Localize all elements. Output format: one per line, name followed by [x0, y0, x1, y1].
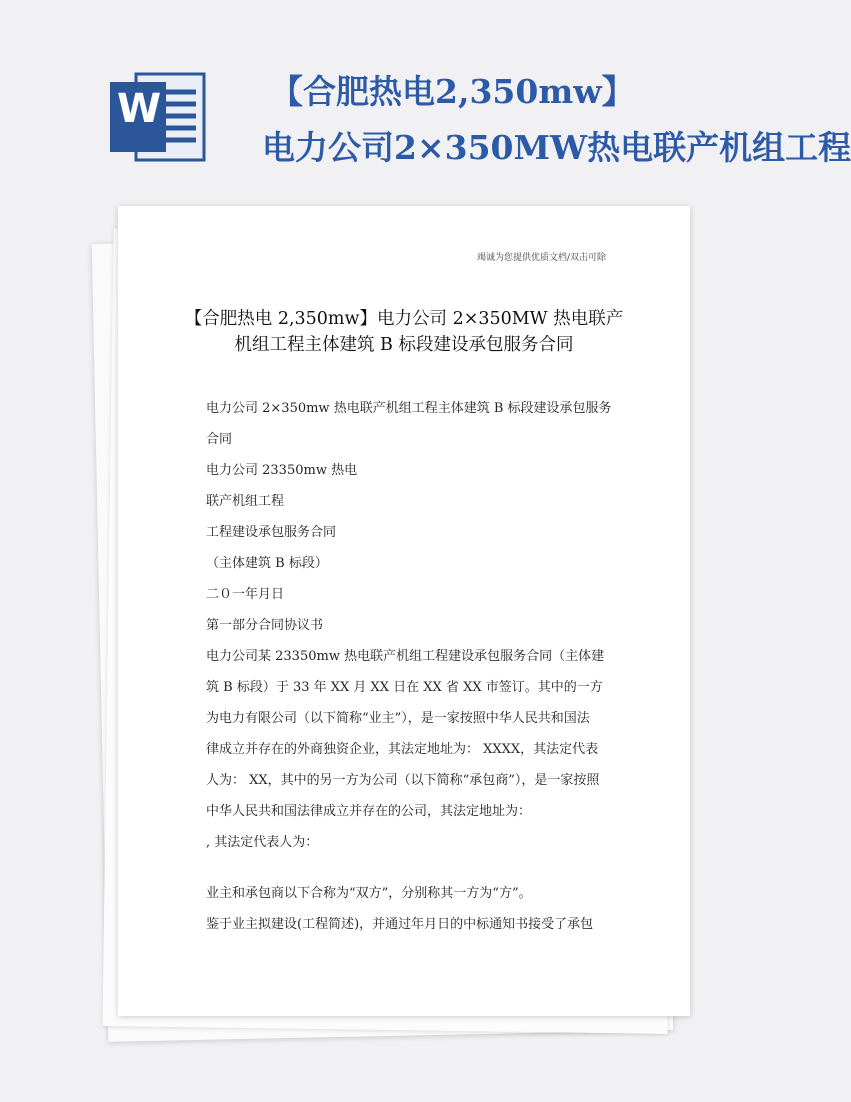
body-line: 电力公司 23350mw 热电	[206, 463, 358, 478]
document-body	[206, 400, 612, 947]
body-line: （主体建筑 B 标段）	[206, 556, 328, 571]
body-line: 鉴于业主拟建设(工程简述)，并通过年月日的中标通知书接受了承包	[206, 917, 594, 932]
body-line: 中华人民共和国法律成立并存在的公司，其法定地址为：	[206, 804, 532, 819]
body-line: 律成立并存在的外商独资企业，其法定地址为： XXXX，其法定代表	[206, 742, 599, 757]
header-title-line1: 【合肥热电2,350mw】	[270, 72, 635, 111]
word-icon-letter: W	[116, 86, 162, 132]
document-title-line1: 【合肥热电 2,350mw】电力公司 2×350MW 热电联产	[184, 309, 624, 329]
preview-header	[0, 0, 851, 200]
body-line: 业主和承包商以下合称为“双方”，分别称其一方为“方”。	[206, 886, 532, 901]
page-header-note: 竭诚为您提供优质文档/双击可除	[476, 253, 606, 263]
body-line: 合同	[206, 432, 233, 447]
document-title	[174, 306, 634, 358]
body-line: 二０一年月日	[206, 587, 285, 602]
header-title-line2: 电力公司2×350MW热电联产机组工程	[262, 128, 851, 167]
body-line: 第一部分合同协议书	[206, 618, 324, 633]
body-line: 电力公司 2×350mw 热电联产机组工程主体建筑 B 标段建设承包服务	[206, 401, 612, 416]
body-line: 电力公司某 23350mw 热电联产机组工程建设承包服务合同（主体建	[206, 649, 605, 664]
paragraph-gap	[206, 865, 604, 885]
body-line: 人为： XX，其中的另一方为公司（以下简称“承包商”），是一家按照	[206, 773, 600, 788]
body-line: 为电力有限公司（以下简称“业主”），是一家按照中华人民共和国法	[206, 711, 590, 726]
body-line: 筑 B 标段）于 33 年 XX 月 XX 日在 XX 省 XX 市签订。其中的一方	[206, 680, 603, 695]
document-title-line2: 机组工程主体建筑 B 标段建设承包服务合同	[234, 335, 574, 355]
body-line: , 其法定代表人为：	[206, 835, 319, 850]
body-line: 工程建设承包服务合同	[206, 525, 337, 540]
body-line: 联产机组工程	[206, 494, 285, 509]
document-page	[118, 206, 690, 1016]
